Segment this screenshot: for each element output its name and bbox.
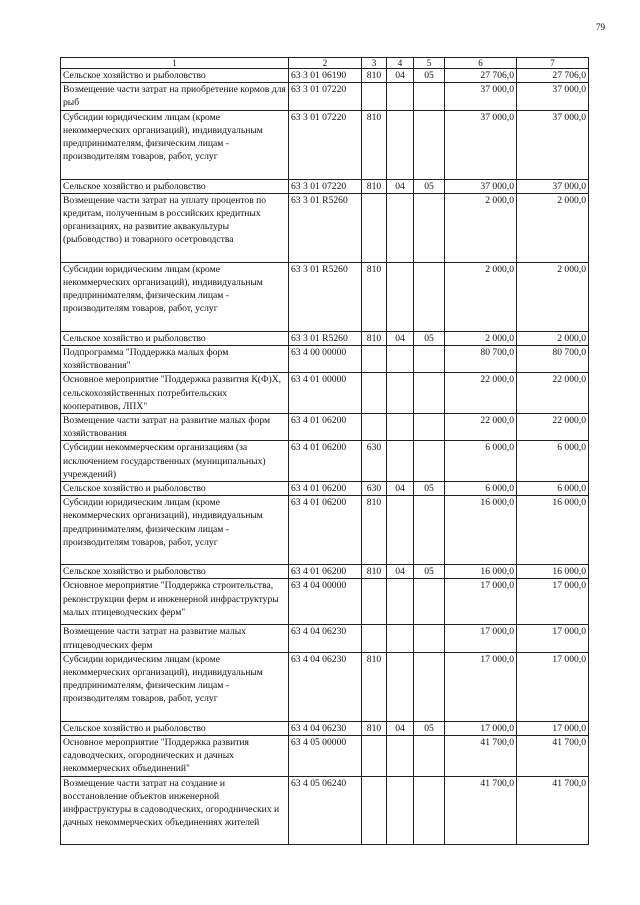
row-subsection-cell: [414, 346, 445, 373]
row-amount-col6-cell: 37 000,0: [445, 83, 517, 110]
row-target-code-cell: 63 4 05 00000: [289, 736, 362, 777]
row-name-cell: Сельское хозяйство и рыболовство: [61, 565, 289, 579]
row-target-code-cell: 63 4 04 00000: [289, 579, 362, 625]
row-expense-type-cell: [362, 414, 387, 441]
table-row: [61, 776, 589, 844]
row-section-cell: [387, 652, 414, 721]
row-name-cell: Субсидии некоммерческим организациям (за исключением государственных (муниципальных) учреждений): [61, 441, 289, 482]
row-amount-col6-cell: 2 000,0: [445, 193, 517, 262]
table-body: [61, 69, 589, 845]
row-expense-type-cell: 810: [362, 69, 387, 83]
row-expense-type-cell: 810: [362, 721, 387, 735]
row-expense-type-cell: 810: [362, 179, 387, 193]
row-amount-col7-cell: 37 000,0: [517, 179, 589, 193]
row-expense-type-cell: 810: [362, 262, 387, 331]
row-amount-col7-cell: 6 000,0: [517, 441, 589, 482]
row-section-cell: [387, 736, 414, 777]
row-expense-type-cell: 810: [362, 565, 387, 579]
row-amount-col7-cell: 2 000,0: [517, 331, 589, 345]
row-section-cell: [387, 83, 414, 110]
row-name-cell: Сельское хозяйство и рыболовство: [61, 721, 289, 735]
row-target-code-cell: 63 4 01 06200: [289, 496, 362, 565]
row-amount-col7-cell: 80 700,0: [517, 346, 589, 373]
row-section-cell: [387, 414, 414, 441]
row-target-code-cell: 63 3 01 06190: [289, 69, 362, 83]
header-col-6: 6: [445, 58, 517, 69]
row-name-cell: Сельское хозяйство и рыболовство: [61, 331, 289, 345]
row-subsection-cell: 05: [414, 565, 445, 579]
row-subsection-cell: [414, 262, 445, 331]
header-col-4: 4: [387, 58, 414, 69]
row-subsection-cell: [414, 736, 445, 777]
row-target-code-cell: 63 4 04 06230: [289, 721, 362, 735]
row-expense-type-cell: 630: [362, 441, 387, 482]
row-subsection-cell: [414, 83, 445, 110]
header-col-1: 1: [61, 58, 289, 69]
row-target-code-cell: 63 4 01 06200: [289, 482, 362, 496]
row-subsection-cell: [414, 441, 445, 482]
row-amount-col6-cell: 41 700,0: [445, 736, 517, 777]
table-header-row: [61, 58, 589, 69]
row-name-cell: Основное мероприятие "Поддержка развития К(Ф)Х, сельскохозяйственных потребительских кооперативов, ЛПХ": [61, 373, 289, 414]
row-section-cell: [387, 193, 414, 262]
row-amount-col7-cell: 41 700,0: [517, 776, 589, 844]
row-section-cell: 04: [387, 179, 414, 193]
table-row: [61, 110, 589, 179]
row-section-cell: 04: [387, 721, 414, 735]
table-row: [61, 652, 589, 721]
row-target-code-cell: 63 3 01 R5260: [289, 331, 362, 345]
row-subsection-cell: 05: [414, 69, 445, 83]
row-target-code-cell: 63 3 01 R5260: [289, 193, 362, 262]
row-expense-type-cell: 810: [362, 110, 387, 179]
table-row: [61, 441, 589, 482]
row-amount-col7-cell: 2 000,0: [517, 193, 589, 262]
row-expense-type-cell: [362, 736, 387, 777]
row-section-cell: 04: [387, 69, 414, 83]
row-amount-col6-cell: 22 000,0: [445, 414, 517, 441]
table-row: [61, 414, 589, 441]
row-amount-col7-cell: 17 000,0: [517, 579, 589, 625]
header-col-5: 5: [414, 58, 445, 69]
row-expense-type-cell: [362, 193, 387, 262]
row-target-code-cell: 63 3 01 07220: [289, 110, 362, 179]
table-row: [61, 373, 589, 414]
row-name-cell: Субсидии юридическим лицам (кроме некоммерческих организаций), индивидуальным предпринимателям, физическим лицам - производителям товаров, работ, услуг: [61, 652, 289, 721]
row-section-cell: [387, 776, 414, 844]
row-target-code-cell: 63 4 05 06240: [289, 776, 362, 844]
table-row: [61, 262, 589, 331]
row-target-code-cell: 63 3 01 07220: [289, 83, 362, 110]
row-name-cell: Подпрограмма "Поддержка малых форм хозяйствования": [61, 346, 289, 373]
row-section-cell: [387, 262, 414, 331]
row-expense-type-cell: [362, 579, 387, 625]
table-row: [61, 721, 589, 735]
header-col-2: 2: [289, 58, 362, 69]
row-amount-col7-cell: 6 000,0: [517, 482, 589, 496]
row-name-cell: Возмещение части затрат на уплату процентов по кредитам, полученным в российских кредитных организациях, на развитие аквакультуры (рыбоводство) и товарного осетроводства: [61, 193, 289, 262]
row-amount-col6-cell: 41 700,0: [445, 776, 517, 844]
row-amount-col7-cell: 17 000,0: [517, 721, 589, 735]
budget-table: [60, 57, 589, 845]
row-expense-type-cell: [362, 776, 387, 844]
row-amount-col7-cell: 41 700,0: [517, 736, 589, 777]
row-expense-type-cell: [362, 83, 387, 110]
table-row: [61, 83, 589, 110]
row-target-code-cell: 63 4 01 06200: [289, 414, 362, 441]
table-row: [61, 69, 589, 83]
row-amount-col6-cell: 2 000,0: [445, 331, 517, 345]
row-expense-type-cell: [362, 346, 387, 373]
row-expense-type-cell: 630: [362, 482, 387, 496]
row-subsection-cell: 05: [414, 482, 445, 496]
row-amount-col6-cell: 17 000,0: [445, 579, 517, 625]
row-expense-type-cell: 810: [362, 331, 387, 345]
row-amount-col7-cell: 17 000,0: [517, 652, 589, 721]
row-expense-type-cell: [362, 373, 387, 414]
row-amount-col6-cell: 17 000,0: [445, 652, 517, 721]
row-amount-col6-cell: 17 000,0: [445, 625, 517, 652]
row-section-cell: 04: [387, 482, 414, 496]
table-row: [61, 482, 589, 496]
row-name-cell: Сельское хозяйство и рыболовство: [61, 482, 289, 496]
row-amount-col7-cell: 37 000,0: [517, 83, 589, 110]
row-target-code-cell: 63 4 01 06200: [289, 441, 362, 482]
row-section-cell: 04: [387, 565, 414, 579]
row-section-cell: [387, 579, 414, 625]
row-amount-col7-cell: 22 000,0: [517, 414, 589, 441]
row-target-code-cell: 63 3 01 R5260: [289, 262, 362, 331]
row-amount-col6-cell: 80 700,0: [445, 346, 517, 373]
row-name-cell: Возмещение части затрат на развитие малых птицеводческих ферм: [61, 625, 289, 652]
row-amount-col6-cell: 22 000,0: [445, 373, 517, 414]
table-row: [61, 193, 589, 262]
row-amount-col7-cell: 17 000,0: [517, 625, 589, 652]
row-section-cell: [387, 346, 414, 373]
row-amount-col6-cell: 6 000,0: [445, 441, 517, 482]
row-name-cell: Субсидии юридическим лицам (кроме некоммерческих организаций), индивидуальным предпринимателям, физическим лицам - производителям товаров, работ, услуг: [61, 496, 289, 565]
row-amount-col7-cell: 37 000,0: [517, 110, 589, 179]
row-subsection-cell: [414, 414, 445, 441]
row-amount-col7-cell: 16 000,0: [517, 496, 589, 565]
page-number: 79: [596, 22, 605, 32]
row-amount-col7-cell: 27 706,0: [517, 69, 589, 83]
row-amount-col6-cell: 37 000,0: [445, 110, 517, 179]
row-name-cell: Возмещение части затрат на развитие малых форм хозяйствования: [61, 414, 289, 441]
header-col-3: 3: [362, 58, 387, 69]
row-target-code-cell: 63 4 01 06200: [289, 565, 362, 579]
row-target-code-cell: 63 4 01 00000: [289, 373, 362, 414]
row-amount-col7-cell: 22 000,0: [517, 373, 589, 414]
row-section-cell: [387, 110, 414, 179]
row-name-cell: Сельское хозяйство и рыболовство: [61, 69, 289, 83]
row-subsection-cell: [414, 652, 445, 721]
table-row: [61, 736, 589, 777]
row-expense-type-cell: 810: [362, 496, 387, 565]
row-section-cell: 04: [387, 331, 414, 345]
row-name-cell: Основное мероприятие "Поддержка развития садоводческих, огороднических и дачных некоммерческих объединений": [61, 736, 289, 777]
table-row: [61, 179, 589, 193]
row-subsection-cell: [414, 193, 445, 262]
table-row: [61, 496, 589, 565]
row-subsection-cell: [414, 373, 445, 414]
row-section-cell: [387, 373, 414, 414]
row-name-cell: Возмещение части затрат на приобретение кормов для рыб: [61, 83, 289, 110]
table-row: [61, 331, 589, 345]
row-name-cell: Возмещение части затрат на создание и восстановление объектов инженерной инфраструктуры в садоводческих, огороднических и дачных некоммерческих объединениях жителей: [61, 776, 289, 844]
table-row: [61, 579, 589, 625]
row-subsection-cell: 05: [414, 179, 445, 193]
row-subsection-cell: [414, 625, 445, 652]
row-target-code-cell: 63 4 00 00000: [289, 346, 362, 373]
row-name-cell: Субсидии юридическим лицам (кроме некоммерческих организаций), индивидуальным предпринимателям, физическим лицам - производителям товаров, работ, услуг: [61, 110, 289, 179]
row-amount-col7-cell: 16 000,0: [517, 565, 589, 579]
table-row: [61, 346, 589, 373]
row-target-code-cell: 63 3 01 07220: [289, 179, 362, 193]
row-amount-col6-cell: 6 000,0: [445, 482, 517, 496]
row-name-cell: Основное мероприятие "Поддержка строительства, реконструкции ферм и инженерной инфраструктуры малых птицеводческих ферм": [61, 579, 289, 625]
row-amount-col6-cell: 37 000,0: [445, 179, 517, 193]
row-subsection-cell: 05: [414, 721, 445, 735]
row-subsection-cell: [414, 496, 445, 565]
row-target-code-cell: 63 4 04 06230: [289, 652, 362, 721]
row-expense-type-cell: [362, 625, 387, 652]
row-amount-col6-cell: 16 000,0: [445, 565, 517, 579]
row-amount-col6-cell: 2 000,0: [445, 262, 517, 331]
header-col-7: 7: [517, 58, 589, 69]
row-amount-col6-cell: 16 000,0: [445, 496, 517, 565]
table-row: [61, 565, 589, 579]
row-subsection-cell: [414, 579, 445, 625]
table-row: [61, 625, 589, 652]
row-name-cell: Сельское хозяйство и рыболовство: [61, 179, 289, 193]
row-section-cell: [387, 496, 414, 565]
row-name-cell: Субсидии юридическим лицам (кроме некоммерческих организаций), индивидуальным предпринимателям, физическим лицам - производителям товаров, работ, услуг: [61, 262, 289, 331]
row-subsection-cell: [414, 110, 445, 179]
row-section-cell: [387, 625, 414, 652]
row-subsection-cell: [414, 776, 445, 844]
row-amount-col6-cell: 27 706,0: [445, 69, 517, 83]
row-expense-type-cell: 810: [362, 652, 387, 721]
row-subsection-cell: 05: [414, 331, 445, 345]
row-section-cell: [387, 441, 414, 482]
row-amount-col7-cell: 2 000,0: [517, 262, 589, 331]
row-amount-col6-cell: 17 000,0: [445, 721, 517, 735]
row-target-code-cell: 63 4 04 06230: [289, 625, 362, 652]
